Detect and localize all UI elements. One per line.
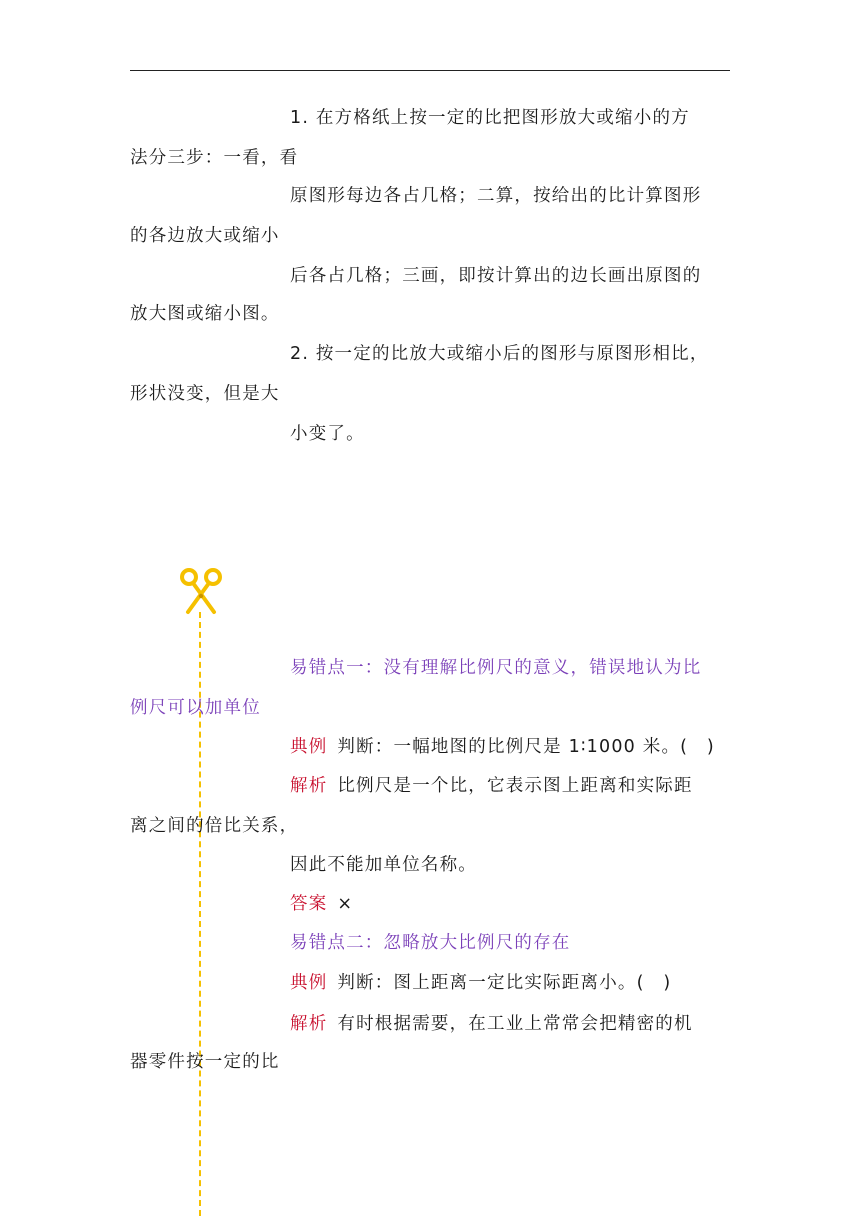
answer-text: × xyxy=(337,894,354,914)
body-line: 法分三步：一看，看 xyxy=(130,148,299,168)
header-rule xyxy=(130,70,730,71)
answer-line xyxy=(290,892,730,916)
body-line: 原图形每边各占几格；二算，按给出的比计算图形 xyxy=(290,186,702,206)
analysis-text-cont: 离之间的倍比关系， xyxy=(130,816,299,836)
example-text: 判断：图上距离一定比实际距离小。( ) xyxy=(337,973,672,993)
example-line xyxy=(290,971,730,995)
body-line: 小变了。 xyxy=(290,424,365,444)
body-line: 2. 按一定的比放大或缩小后的图形与原图形相比， xyxy=(290,344,709,364)
body-line: 后各占几格；三画，即按计算出的边长画出原图的 xyxy=(290,266,702,286)
body-line: 放大图或缩小图。 xyxy=(130,304,280,324)
example-line xyxy=(290,735,730,759)
analysis-text: 比例尺是一个比，它表示图上距离和实际距 xyxy=(337,776,693,796)
analysis-text: 有时根据需要，在工业上常常会把精密的机 xyxy=(337,1014,693,1034)
example-label: 典例 xyxy=(290,737,328,757)
mistake-heading: 易错点一：没有理解比例尺的意义，错误地认为比 xyxy=(290,658,702,678)
analysis-text-cont: 器零件按一定的比 xyxy=(130,1052,280,1072)
analysis-text-cont: 因此不能加单位名称。 xyxy=(290,855,477,875)
example-label: 典例 xyxy=(290,973,328,993)
answer-label: 答案 xyxy=(290,894,328,914)
scissors-icon xyxy=(178,566,224,618)
mistake-heading: 易错点二：忽略放大比例尺的存在 xyxy=(290,933,571,953)
analysis-line xyxy=(290,1012,730,1036)
body-line: 的各边放大或缩小 xyxy=(130,226,280,246)
example-text: 判断：一幅地图的比例尺是 1∶1000 米。( ) xyxy=(337,737,715,757)
analysis-label: 解析 xyxy=(290,1014,328,1034)
body-line: 1. 在方格纸上按一定的比把图形放大或缩小的方 xyxy=(290,108,690,128)
body-line: 形状没变，但是大 xyxy=(130,384,280,404)
analysis-line xyxy=(290,774,730,798)
analysis-label: 解析 xyxy=(290,776,328,796)
mistake-heading-cont: 例尺可以加单位 xyxy=(130,698,261,718)
